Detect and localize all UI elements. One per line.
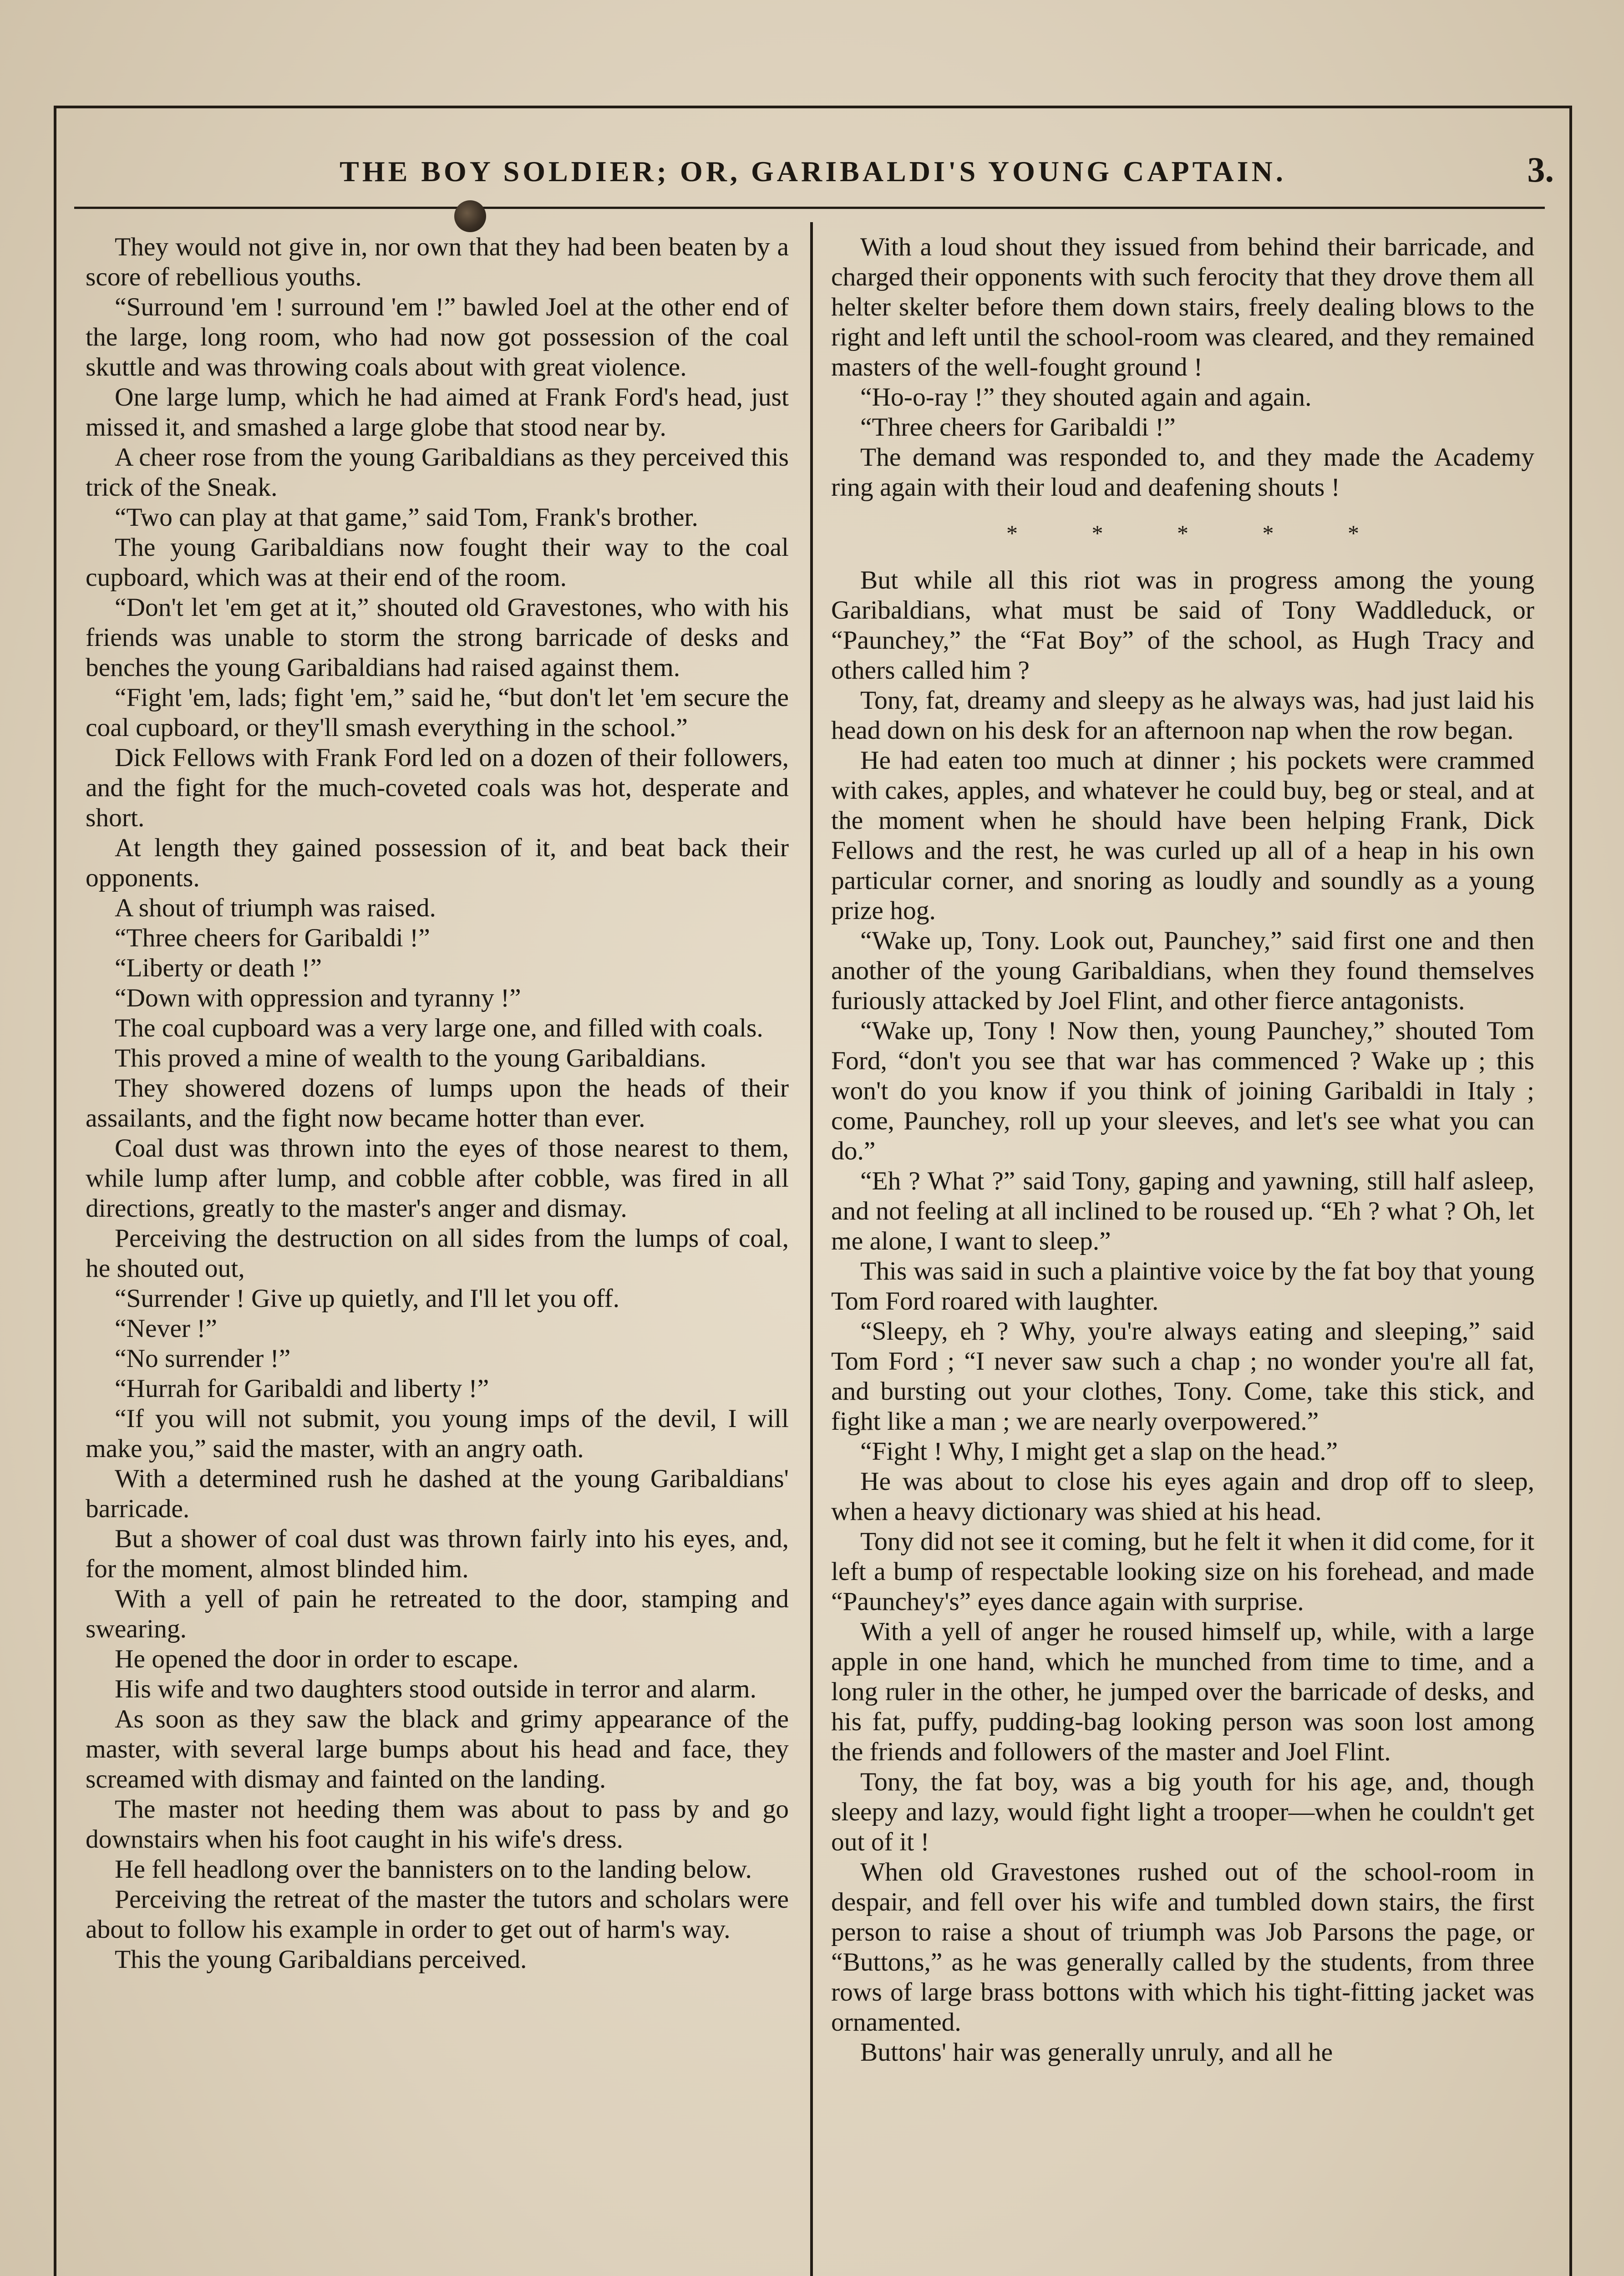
paragraph: This the young Garibaldians perceived. xyxy=(115,1945,527,1974)
section-break: * * * * * xyxy=(1006,520,1359,546)
page-header xyxy=(54,106,1572,201)
paragraph: “Hurrah for Garibaldi and liberty !” xyxy=(115,1374,489,1403)
paragraph: The young Garibaldians now fought their way to the coal cupboard, which was at their end of the room. xyxy=(86,533,789,592)
paragraph: “Sleepy, eh ? Why, you're always eating and sleeping,” said Tom Ford ; “I never saw such a chap ; no wonder you're all fat, and bursting out your clothes, Tony. Come, take this stick, and fight like a man ; we are nearly overpowered.” xyxy=(831,1317,1534,1436)
paragraph: He was about to close his eyes again and drop off to sleep, when a heavy dictionary was shied at his head. xyxy=(831,1467,1534,1526)
paragraph: “Fight 'em, lads; fight 'em,” said he, “but don't let 'em secure the coal cupboard, or they'll smash everything in the school.” xyxy=(86,683,789,742)
paragraph: This proved a mine of wealth to the young Garibaldians. xyxy=(115,1044,706,1072)
paragraph: Perceiving the retreat of the master the tutors and scholars were about to follow his example in order to get out of harm's way. xyxy=(86,1885,789,1944)
paragraph: They would not give in, nor own that they had been beaten by a score of rebellious youths. xyxy=(86,233,789,291)
paragraph: At length they gained possession of it, and beat back their opponents. xyxy=(86,833,789,892)
paragraph: This was said in such a plaintive voice by the fat boy that young Tom Ford roared with laughter. xyxy=(831,1257,1534,1316)
paragraph: “Three cheers for Garibaldi !” xyxy=(115,924,430,952)
paragraph: “Three cheers for Garibaldi !” xyxy=(860,413,1176,442)
paragraph: Dick Fellows with Frank Ford led on a dozen of their followers, and the fight for the much-coveted coals was hot, desperate and short. xyxy=(86,743,789,832)
running-title: THE BOY SOLDIER; OR, GARIBALDI'S YOUNG CAPTAIN. xyxy=(340,155,1286,188)
paragraph: He had eaten too much at dinner ; his pockets were crammed with cakes, apples, and whatever he could buy, beg or steal, and at the moment when he should have been helping Frank, Dick Fellows and the rest, he was curled up all of a heap in his own particular corner, and snoring as loudly and soundly as a young prize hog. xyxy=(831,746,1534,925)
paragraph: “Liberty or death !” xyxy=(115,954,322,982)
paragraph: He fell headlong over the bannisters on to the landing below. xyxy=(115,1855,752,1884)
paragraph: “Wake up, Tony. Look out, Paunchey,” said first one and then another of the young Garibaldians, when they found themselves furiously attacked by Joel Flint, and other fierce antagonists. xyxy=(831,926,1534,1015)
paragraph: But a shower of coal dust was thrown fairly into his eyes, and, for the moment, almost blinded him. xyxy=(86,1524,789,1583)
paragraph: With a yell of anger he roused himself up, while, with a large apple in one hand, which he munched from time to time, and a long ruler in the other, he jumped over the barricade of desks, and his fat, puffy, pudding-bag looking person was soon lost among the friends and followers of the master and Joel Flint. xyxy=(831,1617,1534,1766)
paragraph: The demand was responded to, and they made the Academy ring again with their loud and deafening shouts ! xyxy=(831,443,1534,502)
paragraph: “Don't let 'em get at it,” shouted old Gravestones, who with his friends was unable to storm the strong barricade of desks and benches the young Garibaldians had raised against them. xyxy=(86,593,789,682)
paragraph: Buttons' hair was generally unruly, and all he xyxy=(860,2038,1333,2067)
paragraph: A shout of triumph was raised. xyxy=(115,894,436,922)
right-column xyxy=(831,232,1534,2068)
paragraph: Tony, the fat boy, was a big youth for his age, and, though sleepy and lazy, would fight light a trooper—when he couldn't get out of it ! xyxy=(831,1768,1534,1856)
paragraph: His wife and two daughters stood outside in terror and alarm. xyxy=(115,1675,757,1703)
paragraph: With a determined rush he dashed at the young Garibaldians' barricade. xyxy=(86,1464,789,1523)
paragraph: “If you will not submit, you young imps of the devil, I will make you,” said the master, with an angry oath. xyxy=(86,1404,789,1463)
paragraph: But while all this riot was in progress among the young Garibaldians, what must be said of Tony Waddleduck, or “Paunchey,” the “Fat Boy” of the school, as Hugh Tracy and others called him ? xyxy=(831,566,1534,685)
paragraph: “Never !” xyxy=(115,1314,218,1343)
paragraph: When old Gravestones rushed out of the school-room in despair, and fell over his wife and tumbled down stairs, the first person to raise a shout of triumph was Job Parsons the page, or “Buttons,” as he was generally called by the students, from three rows of large brass bottons with which his tight-fitting jacket was ornamented. xyxy=(831,1858,1534,2037)
paragraph: Tony did not see it coming, but he felt it when it did come, for it left a bump of respectable looking size on his forehead, and made “Paunchey's” eyes dance again with surprise. xyxy=(831,1527,1534,1616)
paragraph: With a loud shout they issued from behind their barricade, and charged their opponents with such ferocity that they drove them all helter skelter before them down stairs, freely dealing blows to the right and left until the school-room was cleared, and they remained masters of the well-fought ground ! xyxy=(831,233,1534,381)
paragraph: Coal dust was thrown into the eyes of those nearest to them, while lump after lump, and cobble after cobble, was fired in all directions, greatly to the master's anger and dismay. xyxy=(86,1134,789,1223)
paragraph: They showered dozens of lumps upon the heads of their assailants, and the fight now became hotter than ever. xyxy=(86,1074,789,1133)
paragraph: “Surrender ! Give up quietly, and I'll let you off. xyxy=(115,1284,619,1313)
column-divider xyxy=(810,222,813,2276)
paragraph: He opened the door in order to escape. xyxy=(115,1645,519,1673)
paragraph: As soon as they saw the black and grimy appearance of the master, with several large bumps about his head and face, they screamed with dismay and fainted on the landing. xyxy=(86,1705,789,1793)
paragraph: A cheer rose from the young Garibaldians as they perceived this trick of the Sneak. xyxy=(86,443,789,502)
paragraph: “Eh ? What ?” said Tony, gaping and yawning, still half asleep, and not feeling at all inclined to be roused up. “Eh ? what ? Oh, let me alone, I want to sleep.” xyxy=(831,1167,1534,1255)
paragraph: The coal cupboard was a very large one, and filled with coals. xyxy=(115,1014,763,1042)
paragraph: “Fight ! Why, I might get a slap on the head.” xyxy=(860,1437,1338,1466)
paragraph: Tony, fat, dreamy and sleepy as he always was, had just laid his head down on his desk for an afternoon nap when the row began. xyxy=(831,686,1534,745)
paragraph: The master not heeding them was about to pass by and go downstairs when his foot caught in his wife's dress. xyxy=(86,1795,789,1854)
paragraph: “Surround 'em ! surround 'em !” bawled Joel at the other end of the large, long room, who had now got possession of the coal skuttle and was throwing coals about with great violence. xyxy=(86,293,789,381)
page-number: 3. xyxy=(1527,150,1554,189)
header-rule xyxy=(74,207,1545,209)
paragraph: Perceiving the destruction on all sides from the lumps of coal, he shouted out, xyxy=(86,1224,789,1283)
paragraph: “No surrender !” xyxy=(115,1344,291,1373)
paragraph: “Ho-o-ray !” they shouted again and again. xyxy=(860,383,1312,412)
paragraph: One large lump, which he had aimed at Frank Ford's head, just missed it, and smashed a large globe that stood near by. xyxy=(86,383,789,442)
ink-blot-ornament xyxy=(454,200,486,232)
paragraph: “Two can play at that game,” said Tom, Frank's brother. xyxy=(115,503,698,532)
paragraph: “Down with oppression and tyranny !” xyxy=(115,984,521,1012)
paragraph: With a yell of pain he retreated to the door, stamping and swearing. xyxy=(86,1585,789,1643)
left-column xyxy=(86,232,789,1975)
paragraph: “Wake up, Tony ! Now then, young Paunchey,” shouted Tom Ford, “don't you see that war has commenced ? Wake up ; this won't do you know if you think of joining Garibaldi in Italy ; come, Paunchey, roll up your sleeves, and let's see what you can do.” xyxy=(831,1016,1534,1165)
